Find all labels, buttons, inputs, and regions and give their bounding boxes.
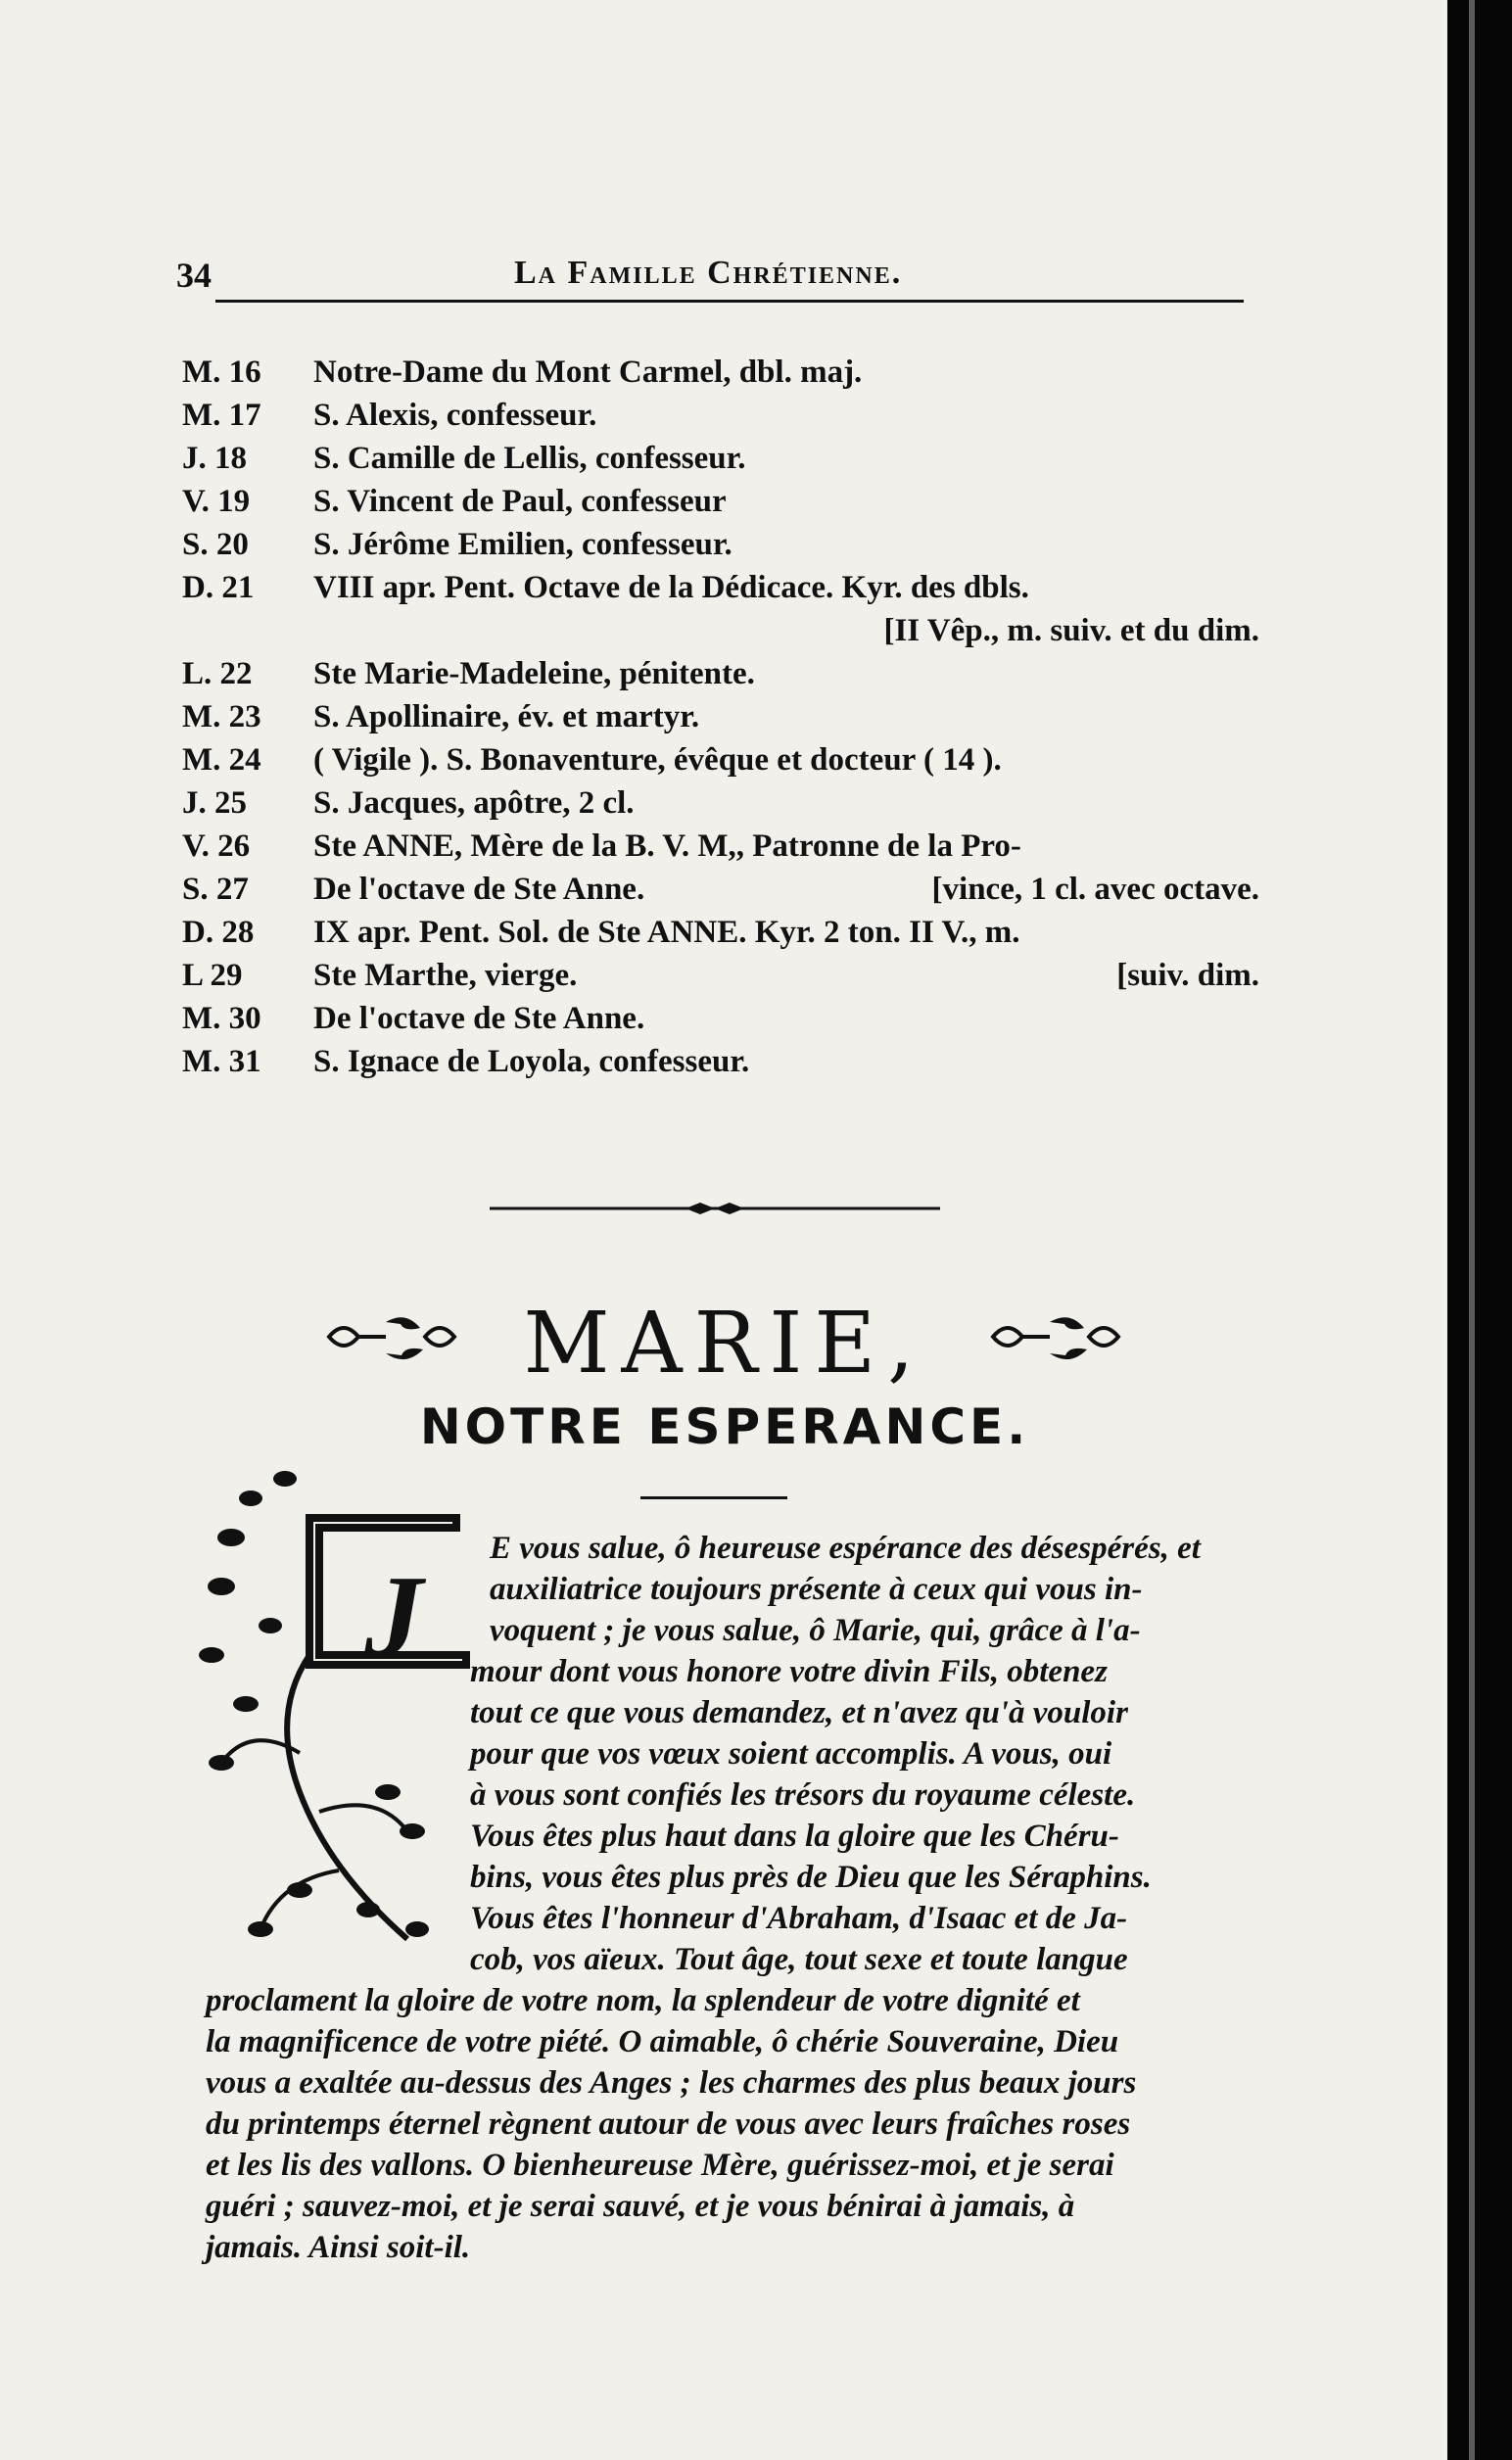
calendar-day: D. 21 [182, 570, 255, 605]
calendar-row [182, 609, 1259, 652]
calendar-day: S. 27 [182, 872, 249, 907]
calendar-row [182, 911, 1259, 954]
liturgical-calendar [182, 351, 1259, 1083]
calendar-entry: S. Apollinaire, év. et martyr. [313, 699, 700, 734]
prose-line: jamais. Ainsi soit-il. [206, 2230, 471, 2265]
calendar-day: M. 31 [182, 1044, 261, 1079]
calendar-row [182, 437, 1259, 480]
calendar-row [182, 825, 1259, 868]
calendar-row [182, 351, 1259, 394]
calendar-day: L. 22 [182, 656, 253, 691]
prose-line: pour que vos vœux soient accomplis. A vous, oui [470, 1736, 1112, 1772]
calendar-day: J. 25 [182, 785, 247, 821]
calendar-row [182, 781, 1259, 825]
calendar-day: M. 16 [182, 355, 261, 390]
calendar-day: M. 24 [182, 742, 261, 778]
calendar-entry: S. Vincent de Paul, confesseur [313, 484, 727, 519]
calendar-entry: Notre-Dame du Mont Carmel, dbl. maj. [313, 355, 863, 390]
drop-cap: J [364, 1551, 423, 1681]
calendar-entry: ( Vigile ). S. Bonaventure, évêque et docteur ( 14 ). [313, 742, 1002, 778]
calendar-entry: IX apr. Pent. Sol. de Ste ANNE. Kyr. 2 ton. II V., m. [313, 915, 1020, 950]
fleuron-right-icon [983, 1302, 1130, 1381]
calendar-entry: S. Camille de Lellis, confesseur. [313, 441, 746, 476]
prose-line: tout ce que vous demandez, et n'avez qu'à vouloir [470, 1695, 1128, 1730]
prose-line: guéri ; sauvez-moi, et je serai sauvé, et je vous bénirai à jamais, à [206, 2189, 1075, 2224]
calendar-row [182, 738, 1259, 781]
section-title: MARIE, [523, 1295, 926, 1393]
running-title: La Famille Chrétienne. [514, 255, 903, 291]
section-title-row [313, 1295, 1136, 1393]
calendar-entry: S. Jacques, apôtre, 2 cl. [313, 785, 635, 821]
calendar-day: M. 17 [182, 398, 261, 433]
calendar-entry: S. Alexis, confesseur. [313, 398, 597, 433]
calendar-entry: Ste Marthe, vierge. [313, 958, 578, 993]
calendar-row [182, 566, 1259, 609]
calendar-entry: De l'octave de Ste Anne. [313, 1001, 645, 1036]
prayer-text [206, 1528, 1293, 2268]
section-subtitle: NOTRE ESPERANCE. [419, 1398, 1030, 1455]
page-number: 34 [176, 256, 212, 295]
prose-line: mour dont vous honore votre divin Fils, obtenez [470, 1654, 1108, 1689]
calendar-row [182, 695, 1259, 738]
prose-line: E vous salue, ô heureuse espérance des désespérés, et [490, 1531, 1201, 1566]
calendar-row [182, 523, 1259, 566]
calendar-continuation: [vince, 1 cl. avec octave. [931, 872, 1259, 907]
scan-edge [1447, 0, 1512, 2460]
calendar-row [182, 1040, 1259, 1083]
page-header [176, 255, 1244, 313]
calendar-day: L 29 [182, 958, 243, 993]
prose-line: du printemps éternel règnent autour de vous avec leurs fraîches roses [206, 2106, 1131, 2142]
calendar-entry: De l'octave de Ste Anne. [313, 872, 645, 907]
calendar-row [182, 652, 1259, 695]
prose-line: Vous êtes plus haut dans la gloire que les Chéru- [470, 1819, 1119, 1854]
calendar-day: M. 30 [182, 1001, 261, 1036]
calendar-day: M. 23 [182, 699, 261, 734]
prose-line: bins, vous êtes plus près de Dieu que les Séraphins. [470, 1860, 1152, 1895]
prose-line: et les lis des vallons. O bienheureuse Mère, guérissez-moi, et je serai [206, 2148, 1114, 2183]
calendar-row [182, 997, 1259, 1040]
calendar-day: V. 19 [182, 484, 251, 519]
calendar-day: J. 18 [182, 441, 247, 476]
divider-ornament [490, 1197, 940, 1220]
prose-line: à vous sont confiés les trésors du royaume céleste. [470, 1777, 1136, 1813]
calendar-row [182, 868, 1259, 911]
short-rule [640, 1496, 787, 1499]
prose-line: proclament la gloire de votre nom, la splendeur de votre dignité et [206, 1983, 1080, 2018]
calendar-entry: S. Ignace de Loyola, confesseur. [313, 1044, 750, 1079]
calendar-day: S. 20 [182, 527, 249, 562]
calendar-continuation: [II Vêp., m. suiv. et du dim. [883, 613, 1259, 648]
calendar-continuation: [suiv. dim. [1116, 958, 1259, 993]
prose-line: vous a exaltée au-dessus des Anges ; les charmes des plus beaux jours [206, 2065, 1137, 2101]
calendar-entry: VIII apr. Pent. Octave de la Dédicace. Kyr. des dbls. [313, 570, 1029, 605]
calendar-row [182, 954, 1259, 997]
calendar-row [182, 394, 1259, 437]
prose-line: voquent ; je vous salue, ô Marie, qui, grâce à l'a- [490, 1613, 1141, 1648]
prose-line: auxiliatrice toujours présente à ceux qui vous in- [490, 1572, 1143, 1607]
calendar-row [182, 480, 1259, 523]
calendar-entry: Ste ANNE, Mère de la B. V. M,, Patronne de la Pro- [313, 828, 1021, 864]
calendar-day: D. 28 [182, 915, 255, 950]
prose-line: Vous êtes l'honneur d'Abraham, d'Isaac et de Ja- [470, 1901, 1128, 1936]
header-rule [215, 300, 1244, 303]
prose-line: cob, vos aïeux. Tout âge, tout sexe et toute langue [470, 1942, 1128, 1977]
prose-line: la magnificence de votre piété. O aimable, ô chérie Souveraine, Dieu [206, 2024, 1119, 2059]
calendar-entry: Ste Marie-Madeleine, pénitente. [313, 656, 755, 691]
calendar-entry: S. Jérôme Emilien, confesseur. [313, 527, 732, 562]
calendar-day: V. 26 [182, 828, 251, 864]
